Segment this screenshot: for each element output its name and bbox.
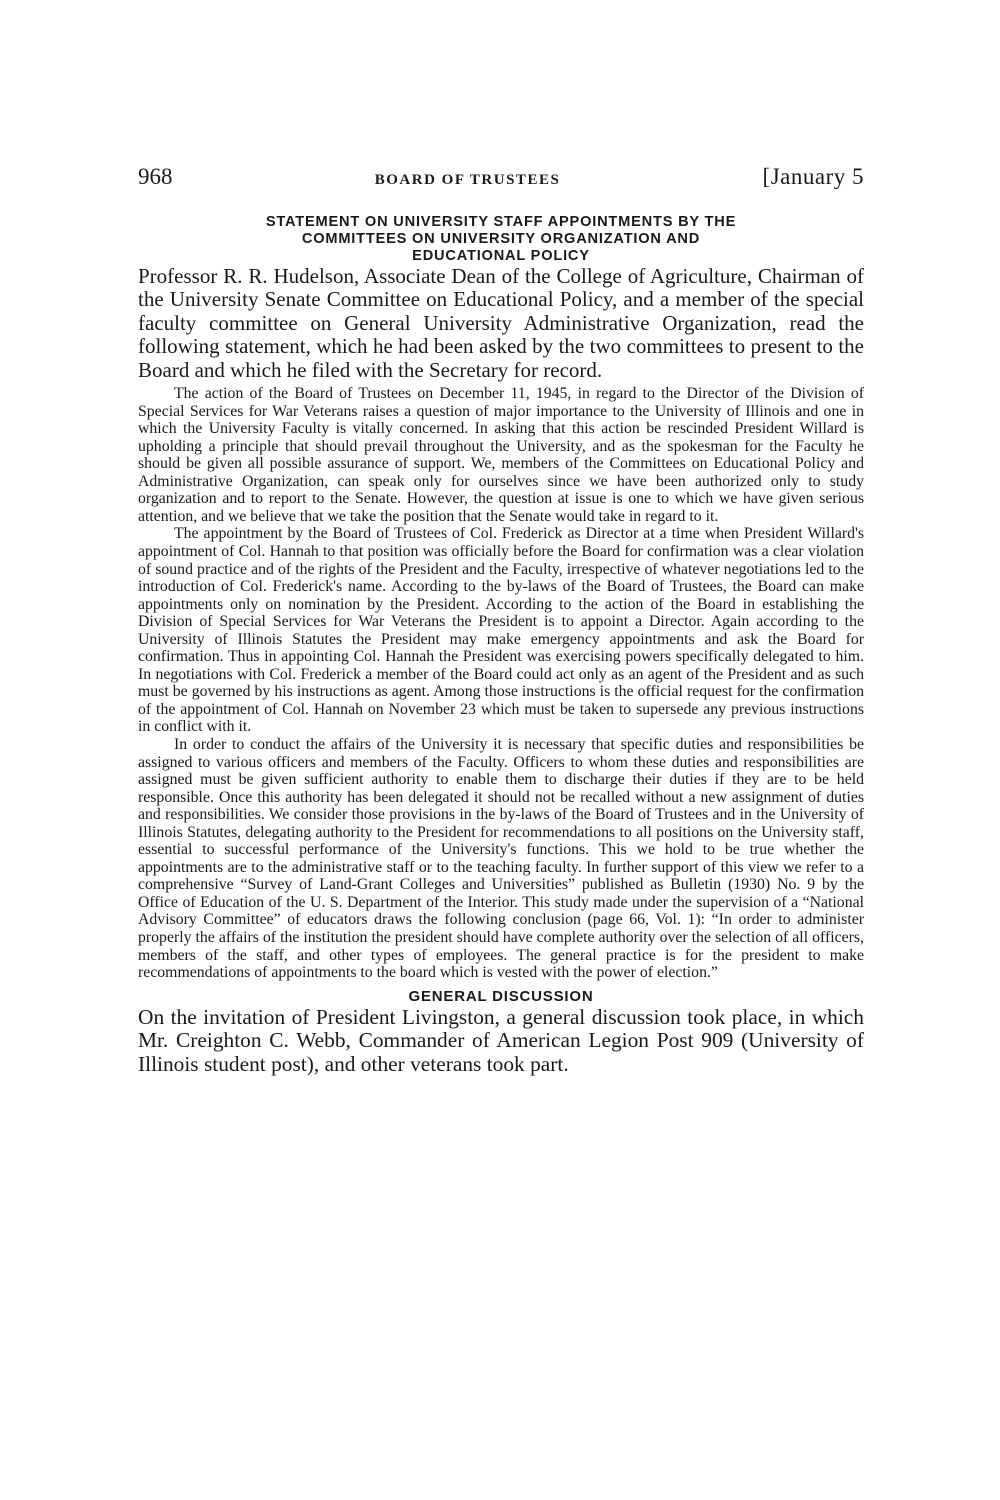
running-header <box>138 164 864 194</box>
lead-paragraph: Professor R. R. Hudelson, Associate Dean of the College of Agriculture, Chairman of the University Senate Committee on Educational Policy, and a member of the special faculty committee on General University Administrative Organization, read the following statement, which he had been asked by the two committees to present to the Board and which he filed with the Secretary for record. <box>138 264 864 382</box>
page-number: 968 <box>138 164 173 189</box>
section-heading-line: EDUCATIONAL POLICY <box>412 248 590 264</box>
statement-paragraph: In order to conduct the affairs of the University it is necessary that specific duties and responsibilities be assigned to various officers and members of the Faculty. Officers to whom these duties and responsibilities are assigned must be given sufficient authority to enable them to discharge their duties if they are to be held responsible. Once this authority has been delegated it should not be recalled without a new assignment of duties and responsibilities. We consider those provisions in the by-laws of the Board of Trustees and in the University of Illinois Statutes, delegating authority to the President for recommendations to all positions on the University staff, essential to successful performance of the University's functions. This we hold to be true whether the appointments are to the administrative staff or to the teaching faculty. In further support of this view we refer to a comprehensive “Survey of Land-Grant Colleges and Universities” published as Bulletin (1930) No. 9 by the Office of Education of the U. S. Department of the Interior. This study made under the supervision of a “National Advisory Committee” of educators draws the following conclusion (page 66, Vol. 1): “In order to administer properly the affairs of the institution the president should have complete authority over the selection of all officers, members of the staff, and other types of employees. The general practice is for the president to make recommendations of appointments to the board which is vested with the power of election.” <box>138 735 864 982</box>
statement-paragraph: The action of the Board of Trustees on December 11, 1945, in regard to the Director of the Division of Special Services for War Veterans raises a question of major importance to the University of Illinois and one in which the University Faculty is vitally concerned. In asking that this action be rescinded President Willard is upholding a principle that should prevail throughout the University, and as the spokesman for the Faculty he should be given all possible assurance of support. We, members of the Committees on Educational Policy and Administrative Organization, can speak only for ourselves since we have been authorized only to study organization and to report to the Senate. However, the question at issue is one to which we have given serious attention, and we believe that we take the position that the Senate would take in regard to it. <box>138 385 864 525</box>
document-page <box>138 164 864 1076</box>
running-title: BOARD OF TRUSTEES <box>374 172 561 188</box>
section-heading-line: COMMITTEES ON UNIVERSITY ORGANIZATION AND <box>301 231 701 247</box>
closing-paragraph: On the invitation of President Livingston, a general discussion took place, in which Mr. Creighton C. Webb, Commander of American Legion Post 909 (University of Illinois student post), and other veterans took part. <box>138 1004 864 1076</box>
statement-body <box>138 385 864 982</box>
statement-paragraph: The appointment by the Board of Trustees of Col. Frederick as Director at a time when President Willard's appointment of Col. Hannah to that position was officially before the Board for confirmation was a clear violation of sound practice and of the rights of the President and the Faculty, irrespective of whatever negotiations led to the introduction of Col. Frederick's name. According to the by-laws of the Board of Trustees, the Board can make appointments only on nomination by the President. According to the action of the Board in establishing the Division of Special Services for War Veterans the President is to appoint a Director. Again according to the University of Illinois Statutes the President may make emergency appointments and ask the Board for confirmation. Thus in appointing Col. Hannah the President was exercising powers specifically delegated to him. In negotiations with Col. Frederick a member of the Board could act only as an agent of the President and as such must be governed by his instructions as agent. Among those instructions is the official request for the confirmation of the appointment of Col. Hannah on November 23 which must be taken to supersede any previous instructions in conflict with it. <box>138 525 864 736</box>
section-heading-line: STATEMENT ON UNIVERSITY STAFF APPOINTMENTS BY THE <box>265 214 737 230</box>
section-heading <box>138 214 864 265</box>
general-discussion-heading: GENERAL DISCUSSION <box>408 987 594 1005</box>
header-date: [January 5 <box>762 164 864 189</box>
